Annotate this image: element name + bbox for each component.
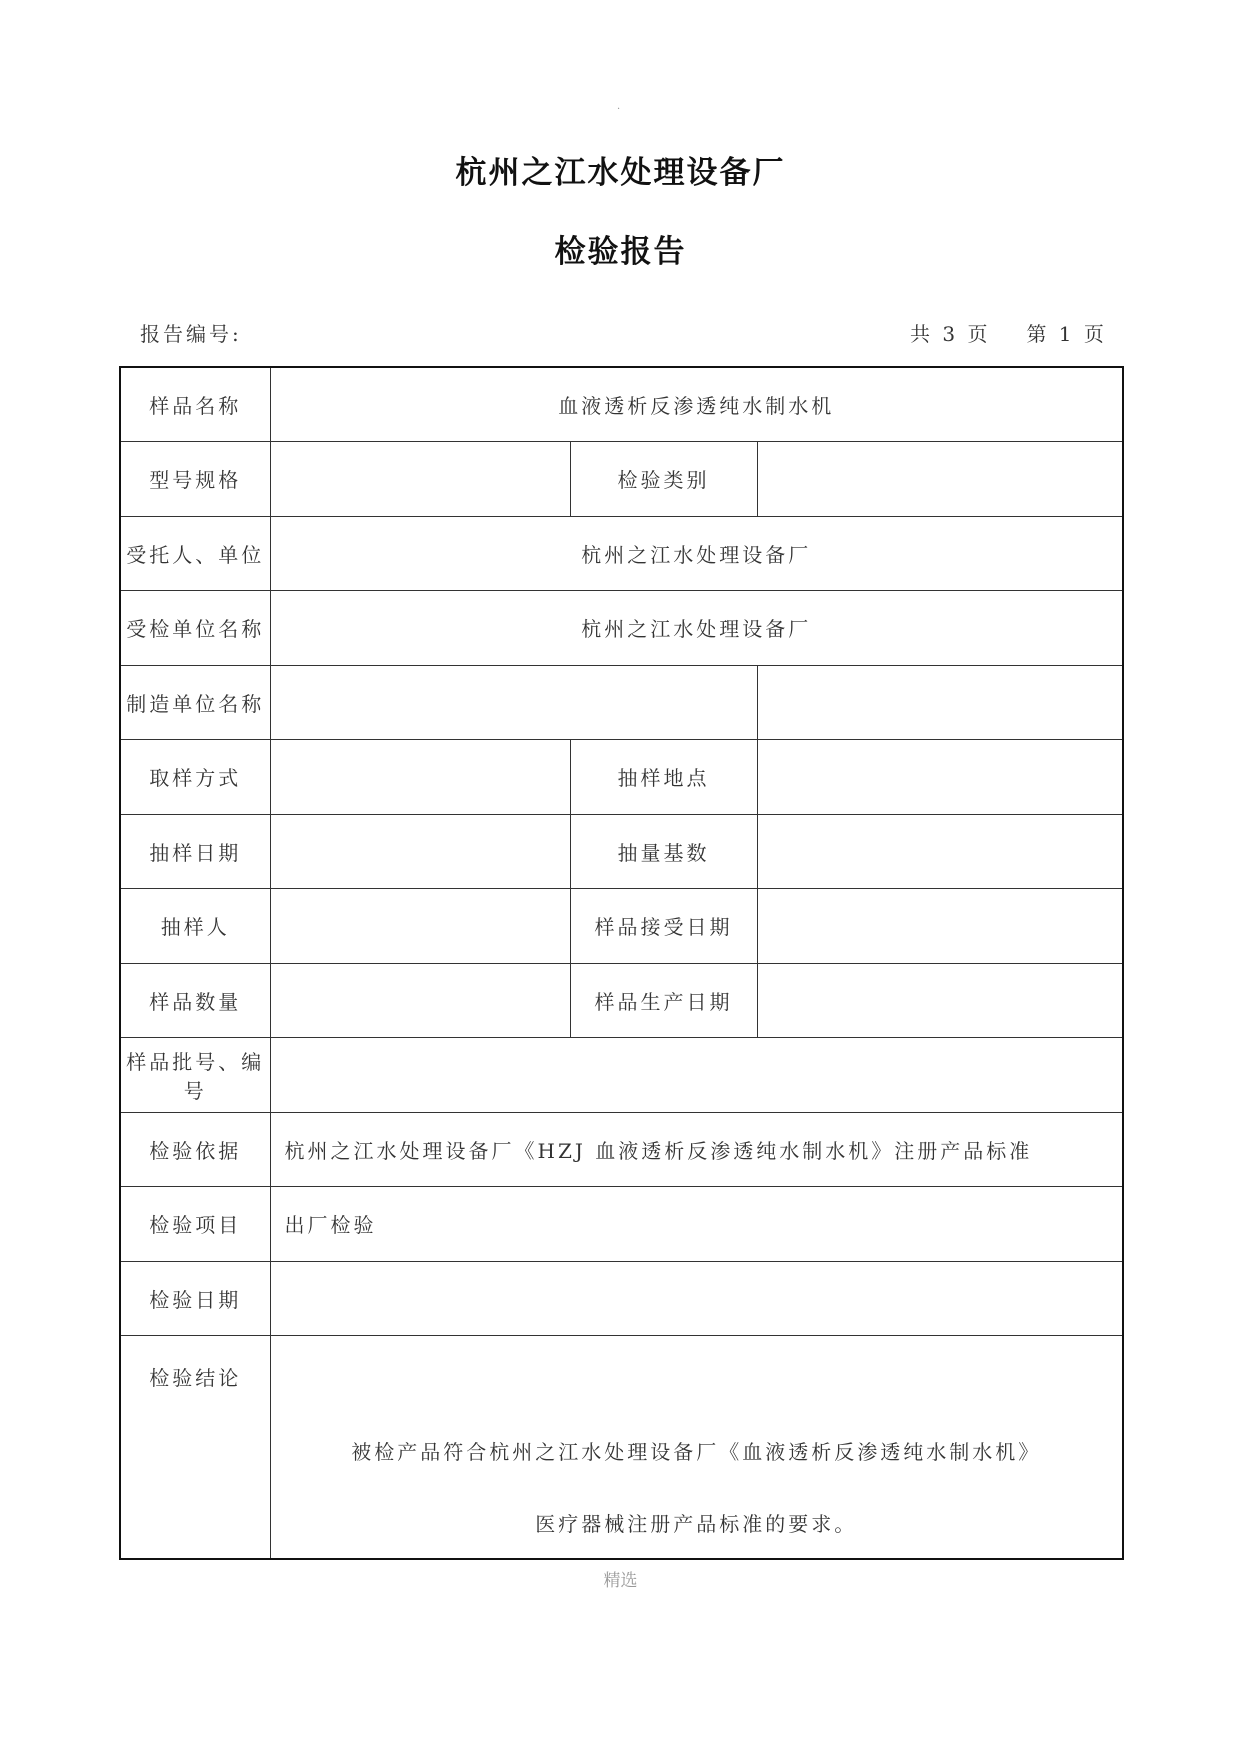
batch-label: 样品批号、编号 — [120, 1038, 270, 1113]
conclusion-line-1: 被检产品符合杭州之江水处理设备厂《血液透析反渗透纯水制水机》 — [351, 1440, 1042, 1464]
inspected-unit-value: 杭州之江水处理设备厂 — [270, 591, 1123, 666]
page-info — [910, 318, 1111, 347]
basis-value: 杭州之江水处理设备厂《HZJ 血液透析反渗透纯水制水机》注册产品标准 — [270, 1112, 1123, 1187]
inspection-type-label: 检验类别 — [570, 442, 757, 517]
top-dot: · — [617, 104, 621, 115]
row-client — [120, 516, 1123, 591]
sampling-date-label: 抽样日期 — [120, 814, 270, 889]
batch-value — [270, 1038, 1123, 1113]
row-sample-name — [120, 367, 1123, 442]
sampling-date-value — [270, 814, 570, 889]
sampler-value — [270, 889, 570, 964]
production-date-value — [757, 963, 1123, 1038]
row-quantity — [120, 963, 1123, 1038]
manufacturer-value — [270, 665, 757, 740]
date-label: 检验日期 — [120, 1261, 270, 1336]
inspection-type-value — [757, 442, 1123, 517]
client-value: 杭州之江水处理设备厂 — [270, 516, 1123, 591]
report-title: 检验报告 — [554, 234, 687, 270]
quantity-label: 样品数量 — [120, 963, 270, 1038]
row-basis — [120, 1112, 1123, 1187]
date-value — [270, 1261, 1123, 1336]
current-page: 第 1 页 — [1026, 322, 1107, 346]
inspected-unit-label: 受检单位名称 — [120, 591, 270, 666]
row-date — [120, 1261, 1123, 1336]
row-batch — [120, 1038, 1123, 1113]
sample-name-label: 样品名称 — [120, 367, 270, 442]
sampler-label: 抽样人 — [120, 889, 270, 964]
row-conclusion — [120, 1336, 1123, 1560]
manufacturer-extra — [757, 665, 1123, 740]
production-date-label: 样品生产日期 — [570, 963, 757, 1038]
receive-date-value — [757, 889, 1123, 964]
sampling-method-label: 取样方式 — [120, 740, 270, 815]
total-pages: 共 3 页 — [910, 322, 991, 346]
model-label: 型号规格 — [120, 442, 270, 517]
sampling-place-label: 抽样地点 — [570, 740, 757, 815]
items-label: 检验项目 — [120, 1187, 270, 1262]
quantity-value — [270, 963, 570, 1038]
row-items — [120, 1187, 1123, 1262]
sampling-base-label: 抽量基数 — [570, 814, 757, 889]
footer-watermark: 精选 — [603, 1571, 638, 1591]
sampling-place-value — [757, 740, 1123, 815]
row-sampler — [120, 889, 1123, 964]
conclusion-label: 检验结论 — [120, 1336, 270, 1560]
sample-name-value: 血液透析反渗透纯水制水机 — [270, 367, 1123, 442]
client-label: 受托人、单位 — [120, 516, 270, 591]
row-model — [120, 442, 1123, 517]
basis-label: 检验依据 — [120, 1112, 270, 1187]
conclusion-cell — [270, 1336, 1123, 1560]
sampling-base-value — [757, 814, 1123, 889]
model-value — [270, 442, 570, 517]
row-sampling-method — [120, 740, 1123, 815]
items-value: 出厂检验 — [270, 1187, 1123, 1262]
conclusion-line-2: 医疗器械注册产品标准的要求。 — [535, 1512, 858, 1536]
company-title: 杭州之江水处理设备厂 — [455, 155, 786, 191]
report-number-label: 报告编号: — [140, 322, 242, 346]
manufacturer-label: 制造单位名称 — [120, 665, 270, 740]
row-manufacturer — [120, 665, 1123, 740]
sampling-method-value — [270, 740, 570, 815]
receive-date-label: 样品接受日期 — [570, 889, 757, 964]
row-sampling-date — [120, 814, 1123, 889]
inspection-report-table — [119, 366, 1124, 1560]
row-inspected-unit — [120, 591, 1123, 666]
